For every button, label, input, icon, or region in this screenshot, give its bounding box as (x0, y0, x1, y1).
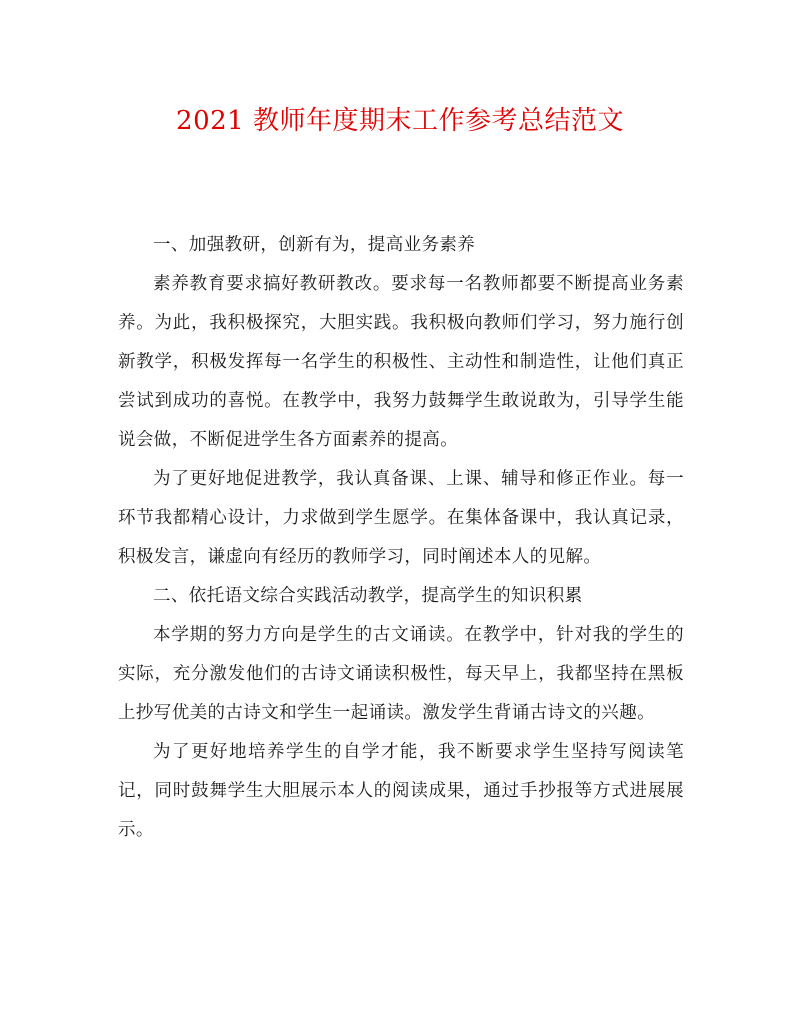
paragraph-1: 素养教育要求搞好教研教改。要求每一名教师都要不断提高业务素养。为此，我积极探究，大胆实践。我积极向教师们学习，努力施行创新教学，积极发挥每一名学生的积极性、主动性和制造性，让他们真正尝试到成功的喜悦。在教学中，我努力鼓舞学生敢说敢为，引导学生能说会做，不断促进学生各方面素养的提高。 (118, 274, 684, 450)
section-heading-2: 二、依托语文综合实践活动教学，提高学生的知识积累 (153, 586, 583, 606)
paragraph-3: 本学期的努力方向是学生的古文诵读。在教学中，针对我的学生的实际，充分激发他们的古诗文诵读积极性，每天早上，我都坚持在黑板上抄写优美的古诗文和学生一起诵读。激发学生背诵古诗文的兴趣。 (118, 625, 684, 723)
paragraph-4: 为了更好地培养学生的自学才能，我不断要求学生坚持写阅读笔记，同时鼓舞学生大胆展示本人的阅读成果，通过手抄报等方式进展展示。 (118, 742, 684, 840)
document-title: 2021 教师年度期末工作参考总结范文 (176, 106, 624, 136)
paragraph-2: 为了更好地促进教学，我认真备课、上课、辅导和修正作业。每一环节我都精心设计，力求做到学生愿学。在集体备课中，我认真记录，积极发言，谦虚向有经历的教师学习，同时阐述本人的见解。 (118, 469, 684, 567)
document-body (118, 226, 684, 850)
section-heading-1: 一、加强教研，创新有为，提高业务素养 (153, 235, 476, 255)
